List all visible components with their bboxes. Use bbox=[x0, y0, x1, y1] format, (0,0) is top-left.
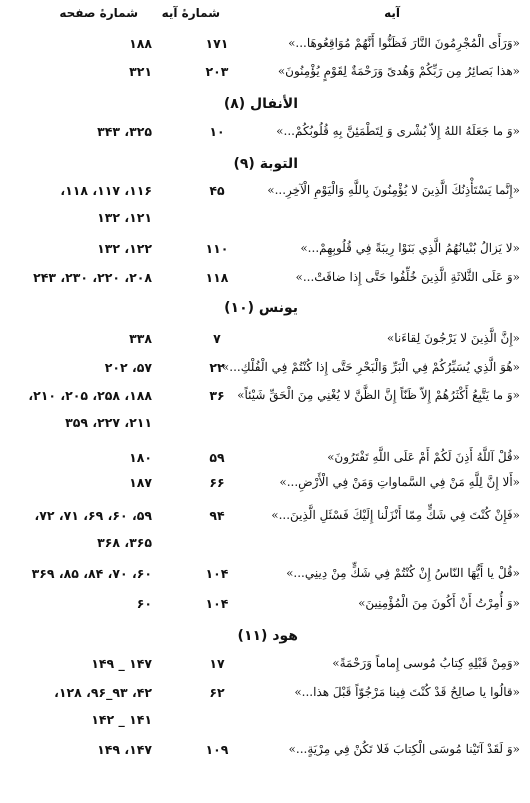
ayah-text: «وَ لَقَدْ آتَيْنا مُوسَى الْكِتابَ فَلا تَكُنْ فِي مِرْيَةٍ...» bbox=[288, 742, 520, 756]
ayah-text: «هُوَ الَّذِي يُسَيِّرُكُمْ فِي الْبَرِّ وَالْبَحْرِ حَتَّى إِذا كُنْتُمْ فِي الْفُلْكِ...» bbox=[221, 360, 520, 374]
table-row bbox=[0, 388, 530, 436]
table-row bbox=[0, 566, 530, 588]
ayah-number: ۱۷۱ bbox=[205, 36, 229, 51]
ayah-number: ۱۰۴ bbox=[205, 566, 229, 581]
header-ayah-number: شمارهٔ آیه bbox=[161, 6, 220, 20]
ayah-number: ۱۱۸ bbox=[205, 270, 229, 285]
page-numbers: ۶۰ bbox=[136, 596, 152, 611]
page-numbers: ۱۲۱، ۱۳۲ bbox=[97, 210, 152, 225]
page-numbers: ۱۴۱ _ ۱۴۲ bbox=[91, 712, 152, 727]
page-numbers: ۱۱۶، ۱۱۷، ۱۱۸، bbox=[60, 183, 152, 198]
ayah-number: ۱۰ bbox=[209, 124, 225, 139]
ayah-text: «أَلا إِنَّ لِلَّهِ مَنْ فِي السَّماواتِ وَمَنْ فِي الْأَرْضِ...» bbox=[279, 475, 520, 489]
table-row bbox=[0, 508, 530, 556]
ayah-number: ۱۷ bbox=[209, 656, 225, 671]
page-numbers: ۶۰، ۷۰، ۸۴، ۸۵، ۳۶۹ bbox=[31, 566, 152, 581]
surah-heading: هود (۱۱) bbox=[237, 628, 298, 644]
page-numbers: ۱۸۸ bbox=[129, 36, 152, 51]
table-row bbox=[0, 360, 530, 382]
ayah-number: ۴۵ bbox=[209, 183, 225, 198]
ayah-number: ۳۶ bbox=[209, 388, 225, 403]
header-page-number: شمارهٔ صفحه bbox=[59, 6, 138, 20]
table-row bbox=[0, 270, 530, 292]
page-numbers: ۴۲، ۹۳_۹۶، ۱۲۸، bbox=[54, 685, 152, 700]
page-numbers: ۱۴۷ _ ۱۴۹ bbox=[91, 656, 152, 671]
table-row bbox=[0, 450, 530, 472]
page-numbers: ۱۸۷ bbox=[129, 475, 152, 490]
table-row bbox=[0, 685, 530, 733]
ayah-number: ۵۹ bbox=[209, 450, 225, 465]
table-row bbox=[0, 64, 530, 86]
page-numbers: ۲۱۱، ۲۲۷، ۳۵۹ bbox=[65, 415, 152, 430]
ayah-text: «وَ ما جَعَلَهُ اللهُ إِلاّ بُشْرى وَ لِتَطْمَئِنَّ بِهِ قُلُوبُكُمْ...» bbox=[276, 124, 520, 138]
page-numbers: ۱۲۲، ۱۳۲ bbox=[97, 241, 152, 256]
ayah-text: «وَ أُمِرْتُ أَنْ أَكُونَ مِنَ الْمُؤْمِنِينَ» bbox=[358, 596, 520, 610]
page-numbers: ۱۴۷، ۱۴۹ bbox=[97, 742, 152, 757]
ayah-text: «لا يَزالُ بُنْيانُهُمُ الَّذِي بَنَوْا رِيبَةً فِي قُلُوبِهِمْ...» bbox=[300, 241, 520, 255]
surah-heading: يونس (۱۰) bbox=[224, 300, 298, 316]
ayah-number: ۱۰۴ bbox=[205, 596, 229, 611]
ayah-number: ۶۲ bbox=[209, 685, 225, 700]
ayah-text: «قالُوا يا صالِحُ قَدْ كُنْتَ فِينا مَرْجُوّاً قَبْلَ هذا...» bbox=[294, 685, 520, 699]
ayah-text: «وَ عَلَى الثَّلاثَةِ الَّذِينَ خُلِّفُوا حَتَّى إِذا ضاقَتْ...» bbox=[295, 270, 520, 284]
ayah-number: ۱۰۹ bbox=[205, 742, 229, 757]
ayah-text: «فَإِنْ كُنْتَ فِي شَكٍّ مِمّا أَنْزَلْنا إِلَيْكَ فَسْئَلِ الَّذِينَ...» bbox=[271, 508, 520, 522]
ayah-text: «وَمِنْ قَبْلِهِ كِتابُ مُوسى إِماماً وَرَحْمَةً» bbox=[332, 656, 520, 670]
table-row bbox=[0, 183, 530, 231]
header-ayah: آيه bbox=[384, 6, 400, 20]
table-row bbox=[0, 596, 530, 618]
table-row bbox=[0, 656, 530, 678]
ayah-text: «وَ ما يَتَّبِعُ أَكْثَرُهُمْ إِلاّ ظَنّاً إِنَّ الظَّنَّ لا يُغْنِي مِنَ الْحَقِّ شَيْئاً» bbox=[237, 388, 520, 402]
ayah-number: ۷ bbox=[213, 331, 221, 346]
page-numbers: ۳۳۸ bbox=[129, 331, 152, 346]
ayah-text: «قُلْ يا أَيُّهَا النّاسُ إِنْ كُنْتُمْ فِي شَكٍّ مِنْ دِينِي...» bbox=[286, 566, 520, 580]
ayah-text: «وَرَأَى الْمُجْرِمُونَ النَّارَ فَظَنُّوا أَنَّهُمْ مُوَاقِعُوهَا...» bbox=[288, 36, 520, 50]
ayah-number: ۹۴ bbox=[209, 508, 225, 523]
table-row bbox=[0, 241, 530, 263]
ayah-number: ۲۰۳ bbox=[205, 64, 229, 79]
table-row bbox=[0, 742, 530, 764]
page-numbers: ۳۶۵، ۳۶۸ bbox=[97, 535, 152, 550]
ayah-number: ۲۲ bbox=[209, 360, 225, 375]
ayah-text: «قُلْ آللَّهُ أَذِنَ لَكُمْ أَمْ عَلَى اللَّهِ تَفْتَرُونَ» bbox=[327, 450, 520, 464]
page-numbers: ۱۸۸، ۲۵۸، ۲۰۵، ۲۱۰، bbox=[28, 388, 152, 403]
page-numbers: ۳۲۵، ۳۴۳ bbox=[97, 124, 152, 139]
surah-heading: الأنفال (۸) bbox=[223, 96, 298, 112]
ayah-text: «هذا بَصائِرُ مِن رَبِّکُمْ وَهُدىً وَرَحْمَةٌ لِقَوْمٍ يُؤْمِنُونَ» bbox=[277, 64, 520, 78]
page-numbers: ۵۷، ۲۰۲ bbox=[104, 360, 152, 375]
table-row bbox=[0, 331, 530, 353]
table-row bbox=[0, 475, 530, 497]
ayah-text: «إِنَّما يَسْتَأْذِنُكَ الَّذِينَ لا يُؤْمِنُونَ بِاللَّهِ وَالْيَوْمِ الْآخِرِ...» bbox=[267, 183, 520, 197]
page-numbers: ۱۸۰ bbox=[129, 450, 152, 465]
table-row bbox=[0, 124, 530, 146]
page-numbers: ۵۹، ۶۰، ۶۹، ۷۱، ۷۲، bbox=[34, 508, 152, 523]
page-numbers: ۲۰۸، ۲۲۰، ۲۳۰، ۲۴۳ bbox=[33, 270, 152, 285]
ayah-text: «إِنَّ الَّذِينَ لا يَرْجُونَ لِقاءَنا» bbox=[386, 331, 520, 345]
table-row bbox=[0, 36, 530, 58]
ayah-number: ۶۶ bbox=[209, 475, 225, 490]
surah-heading: التوبة (۹) bbox=[233, 156, 298, 172]
table-header bbox=[0, 6, 530, 26]
ayah-number: ۱۱۰ bbox=[205, 241, 229, 256]
page-numbers: ۳۲۱ bbox=[129, 64, 152, 79]
